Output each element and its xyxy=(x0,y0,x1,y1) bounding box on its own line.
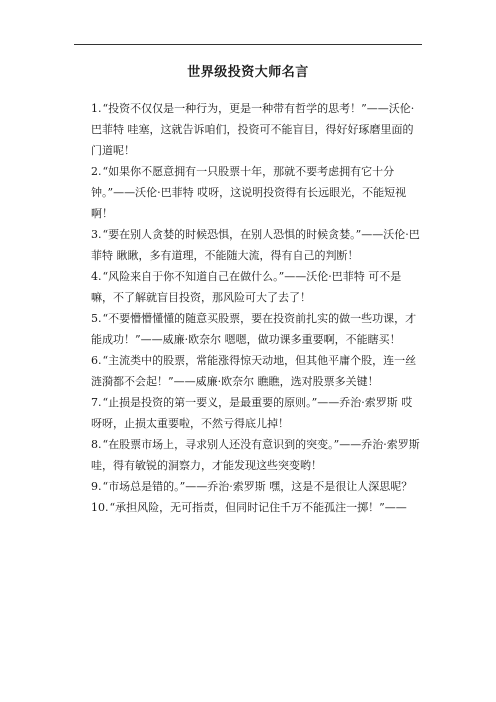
quote-text: “如果你不愿意拥有一只股票十年，那就不要考虑拥有它十分钟。”——沃伦·巴菲特 哎呀，这说明投资得有长远眼光，不能短视啊！ xyxy=(91,165,407,220)
quote-text: “要在别人贪婪的时候恐惧，在别人恐惧的时候贪婪。”——沃伦·巴菲特 瞅瞅，多有道理，不能随大流，得有自己的判断！ xyxy=(91,228,420,262)
quote-item xyxy=(91,98,423,161)
quote-number: 2. xyxy=(91,165,102,178)
quote-text: “主流类中的股票，常能涨得惊天动地，但其他平庸个股，连一丝涟漪都不会起！”——威廉·欧奈尔 瞧瞧，选对股票多关键！ xyxy=(91,354,417,388)
quote-item xyxy=(91,350,423,392)
document-title: 世界级投资大师名言 xyxy=(187,65,309,80)
quote-text: “止损是投资的第一要义，是最重要的原则。”——乔治·索罗斯 哎呀呀，止损太重要啦，不然亏得底儿掉！ xyxy=(91,396,413,430)
quote-text: “承担风险，无可指责，但同时记住千万不能孤注一掷！”—— xyxy=(109,501,407,514)
quote-text: “在股票市场上，寻求别人还没有意识到的突变。”——乔治·索罗斯 哇，得有敏锐的洞察力，才能发现这些突变哟！ xyxy=(91,438,420,472)
header-rule xyxy=(74,44,422,45)
quote-item xyxy=(91,434,423,476)
quote-item xyxy=(91,308,423,350)
quote-item xyxy=(91,266,423,308)
quote-number: 10. xyxy=(91,501,109,514)
quote-text: “市场总是错的。”——乔治·索罗斯 嘿，这是不是很让人深思呢？ xyxy=(102,480,413,493)
quote-number: 1. xyxy=(91,102,102,115)
quote-number: 4. xyxy=(91,270,102,283)
quote-number: 6. xyxy=(91,354,102,367)
quote-number: 8. xyxy=(91,438,102,451)
quote-number: 7. xyxy=(91,396,102,409)
quote-number: 3. xyxy=(91,228,102,241)
quote-number: 9. xyxy=(91,480,102,493)
quote-item xyxy=(91,224,423,266)
quote-list xyxy=(91,98,423,518)
quote-item xyxy=(91,476,423,497)
quote-text: “风险来自于你不知道自己在做什么。”——沃伦·巴菲特 可不是嘛，不了解就盲目投资，那风险可大了去了！ xyxy=(91,270,402,304)
quote-item xyxy=(91,497,423,518)
quote-number: 5. xyxy=(91,312,102,325)
quote-text: “投资不仅仅是一种行为，更是一种带有哲学的思考！”——沃伦·巴菲特 哇塞，这就告诉咱们，投资可不能盲目，得好好琢磨里面的门道呢！ xyxy=(91,102,415,157)
quote-item xyxy=(91,392,423,434)
quote-text: “不要懵懵懂懂的随意买股票，要在投资前扎实的做一些功课，才能成功！”——威廉·欧奈尔 嗯嗯，做功课多重要啊，不能瞎买！ xyxy=(91,312,417,346)
quote-item xyxy=(91,161,423,224)
